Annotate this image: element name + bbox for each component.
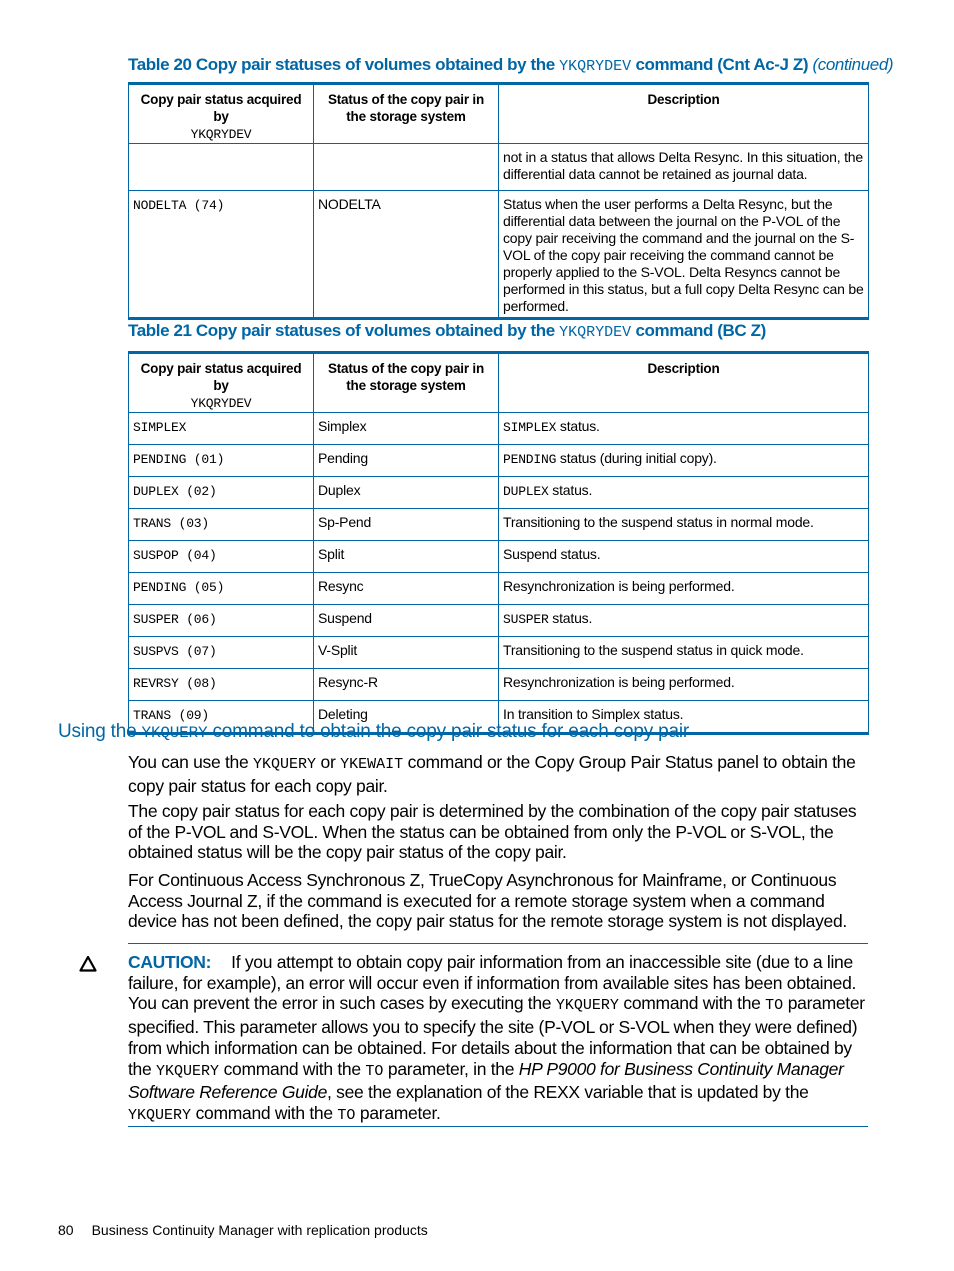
caution-triangle-icon xyxy=(79,955,97,973)
paragraph-1: You can use the YKQUERY or YKEWAIT command or the Copy Group Pair Status panel to obtain the copy pair status for each copy pair. xyxy=(128,752,856,796)
table-row: DUPLEX (02) Duplex DUPLEX status. xyxy=(129,477,869,509)
footer-text: Business Continuity Manager with replication products xyxy=(91,1222,428,1238)
table-row: TRANS (09) Deleting In transition to Simplex status. xyxy=(129,701,869,734)
table-header-row xyxy=(129,353,869,413)
table-21 xyxy=(128,351,869,735)
caution-label: CAUTION: xyxy=(128,952,212,972)
section-heading: Using the YKQUERY command to obtain the copy pair status for each copy pair xyxy=(58,721,689,742)
table-row: TRANS (03) Sp-Pend Transitioning to the suspend status in normal mode. xyxy=(129,509,869,541)
page-number: 80 xyxy=(58,1222,74,1238)
table-row: SUSPVS (07) V-Split Transitioning to the suspend status in quick mode. xyxy=(129,637,869,669)
paragraph-3: For Continuous Access Synchronous Z, TrueCopy Asynchronous for Mainframe, or Continuous Access Journal Z, if the command is executed for a remote storage system when a command device has not been defined, the copy pair status for the remote storage system is not displayed. xyxy=(128,870,847,932)
table-row: NODELTA (74) NODELTA Status when the user performs a Delta Resync, but the differential data between the journal on the P-VOL of the copy pair receiving the command and the journal on the S-VOL of the copy pair receiving the command cannot be properly applied to the S-VOL. Delta Resyncs cannot be performed in this status, but a full copy Delta Resync can be performed. xyxy=(129,191,869,319)
caution-top-rule xyxy=(128,943,868,944)
table-row: REVRSY (08) Resync-R Resynchronization is being performed. xyxy=(129,669,869,701)
header-description: Description xyxy=(499,84,869,144)
paragraph-2: The copy pair status for each copy pair is determined by the combination of the copy pair statuses of the P-VOL and S-VOL. When the status can be obtained from only the P-VOL or S-VOL, the obtained status will be the copy pair status of the copy pair. xyxy=(128,801,857,863)
header-description: Description xyxy=(499,353,869,413)
table-21-caption: Table 21 Copy pair statuses of volumes obtained by the YKQRYDEV command (BC Z) xyxy=(128,321,766,341)
header-storage-status: Status of the copy pair in the storage system xyxy=(314,353,499,413)
table-row: PENDING (01) Pending PENDING status (during initial copy). xyxy=(129,445,869,477)
table-row: SUSPER (06) Suspend SUSPER status. xyxy=(129,605,869,637)
header-storage-status: Status of the copy pair in the storage system xyxy=(314,84,499,144)
table-row: SUSPOP (04) Split Suspend status. xyxy=(129,541,869,573)
caution-bottom-rule xyxy=(128,1126,868,1127)
table-row: SIMPLEX Simplex SIMPLEX status. xyxy=(129,413,869,445)
header-acquired: Copy pair status acquired by YKQRYDEV xyxy=(129,353,314,413)
table-row: PENDING (05) Resync Resynchronization is being performed. xyxy=(129,573,869,605)
table-row: not in a status that allows Delta Resync. In this situation, the differential data cannot be retained as journal data. xyxy=(129,144,869,191)
page-footer xyxy=(58,1222,428,1238)
table-header-row xyxy=(129,84,869,144)
header-acquired: Copy pair status acquired by YKQRYDEV xyxy=(129,84,314,144)
table-20-caption: Table 20 Copy pair statuses of volumes obtained by the YKQRYDEV command (Cnt Ac-J Z) (continued) xyxy=(128,55,894,75)
caution-block: CAUTION: If you attempt to obtain copy pair information from an inaccessible site (due to a line failure, for example), an error will occur even if information from available sites has been obtained. You can prevent the error in such cases by executing the YKQUERY command with the TO parameter specified. This parameter allows you to specify the site (P-VOL or S-VOL when they were defined) from which information can be obtained. For details about the information that can be obtained by the YKQUERY command with the TO parameter, in the HP P9000 for Business Continuity Manager Software Reference Guide, see the explanation of the REXX variable that is updated by the YKQUERY command with the TO parameter. xyxy=(128,952,865,1124)
table-20 xyxy=(128,82,869,320)
